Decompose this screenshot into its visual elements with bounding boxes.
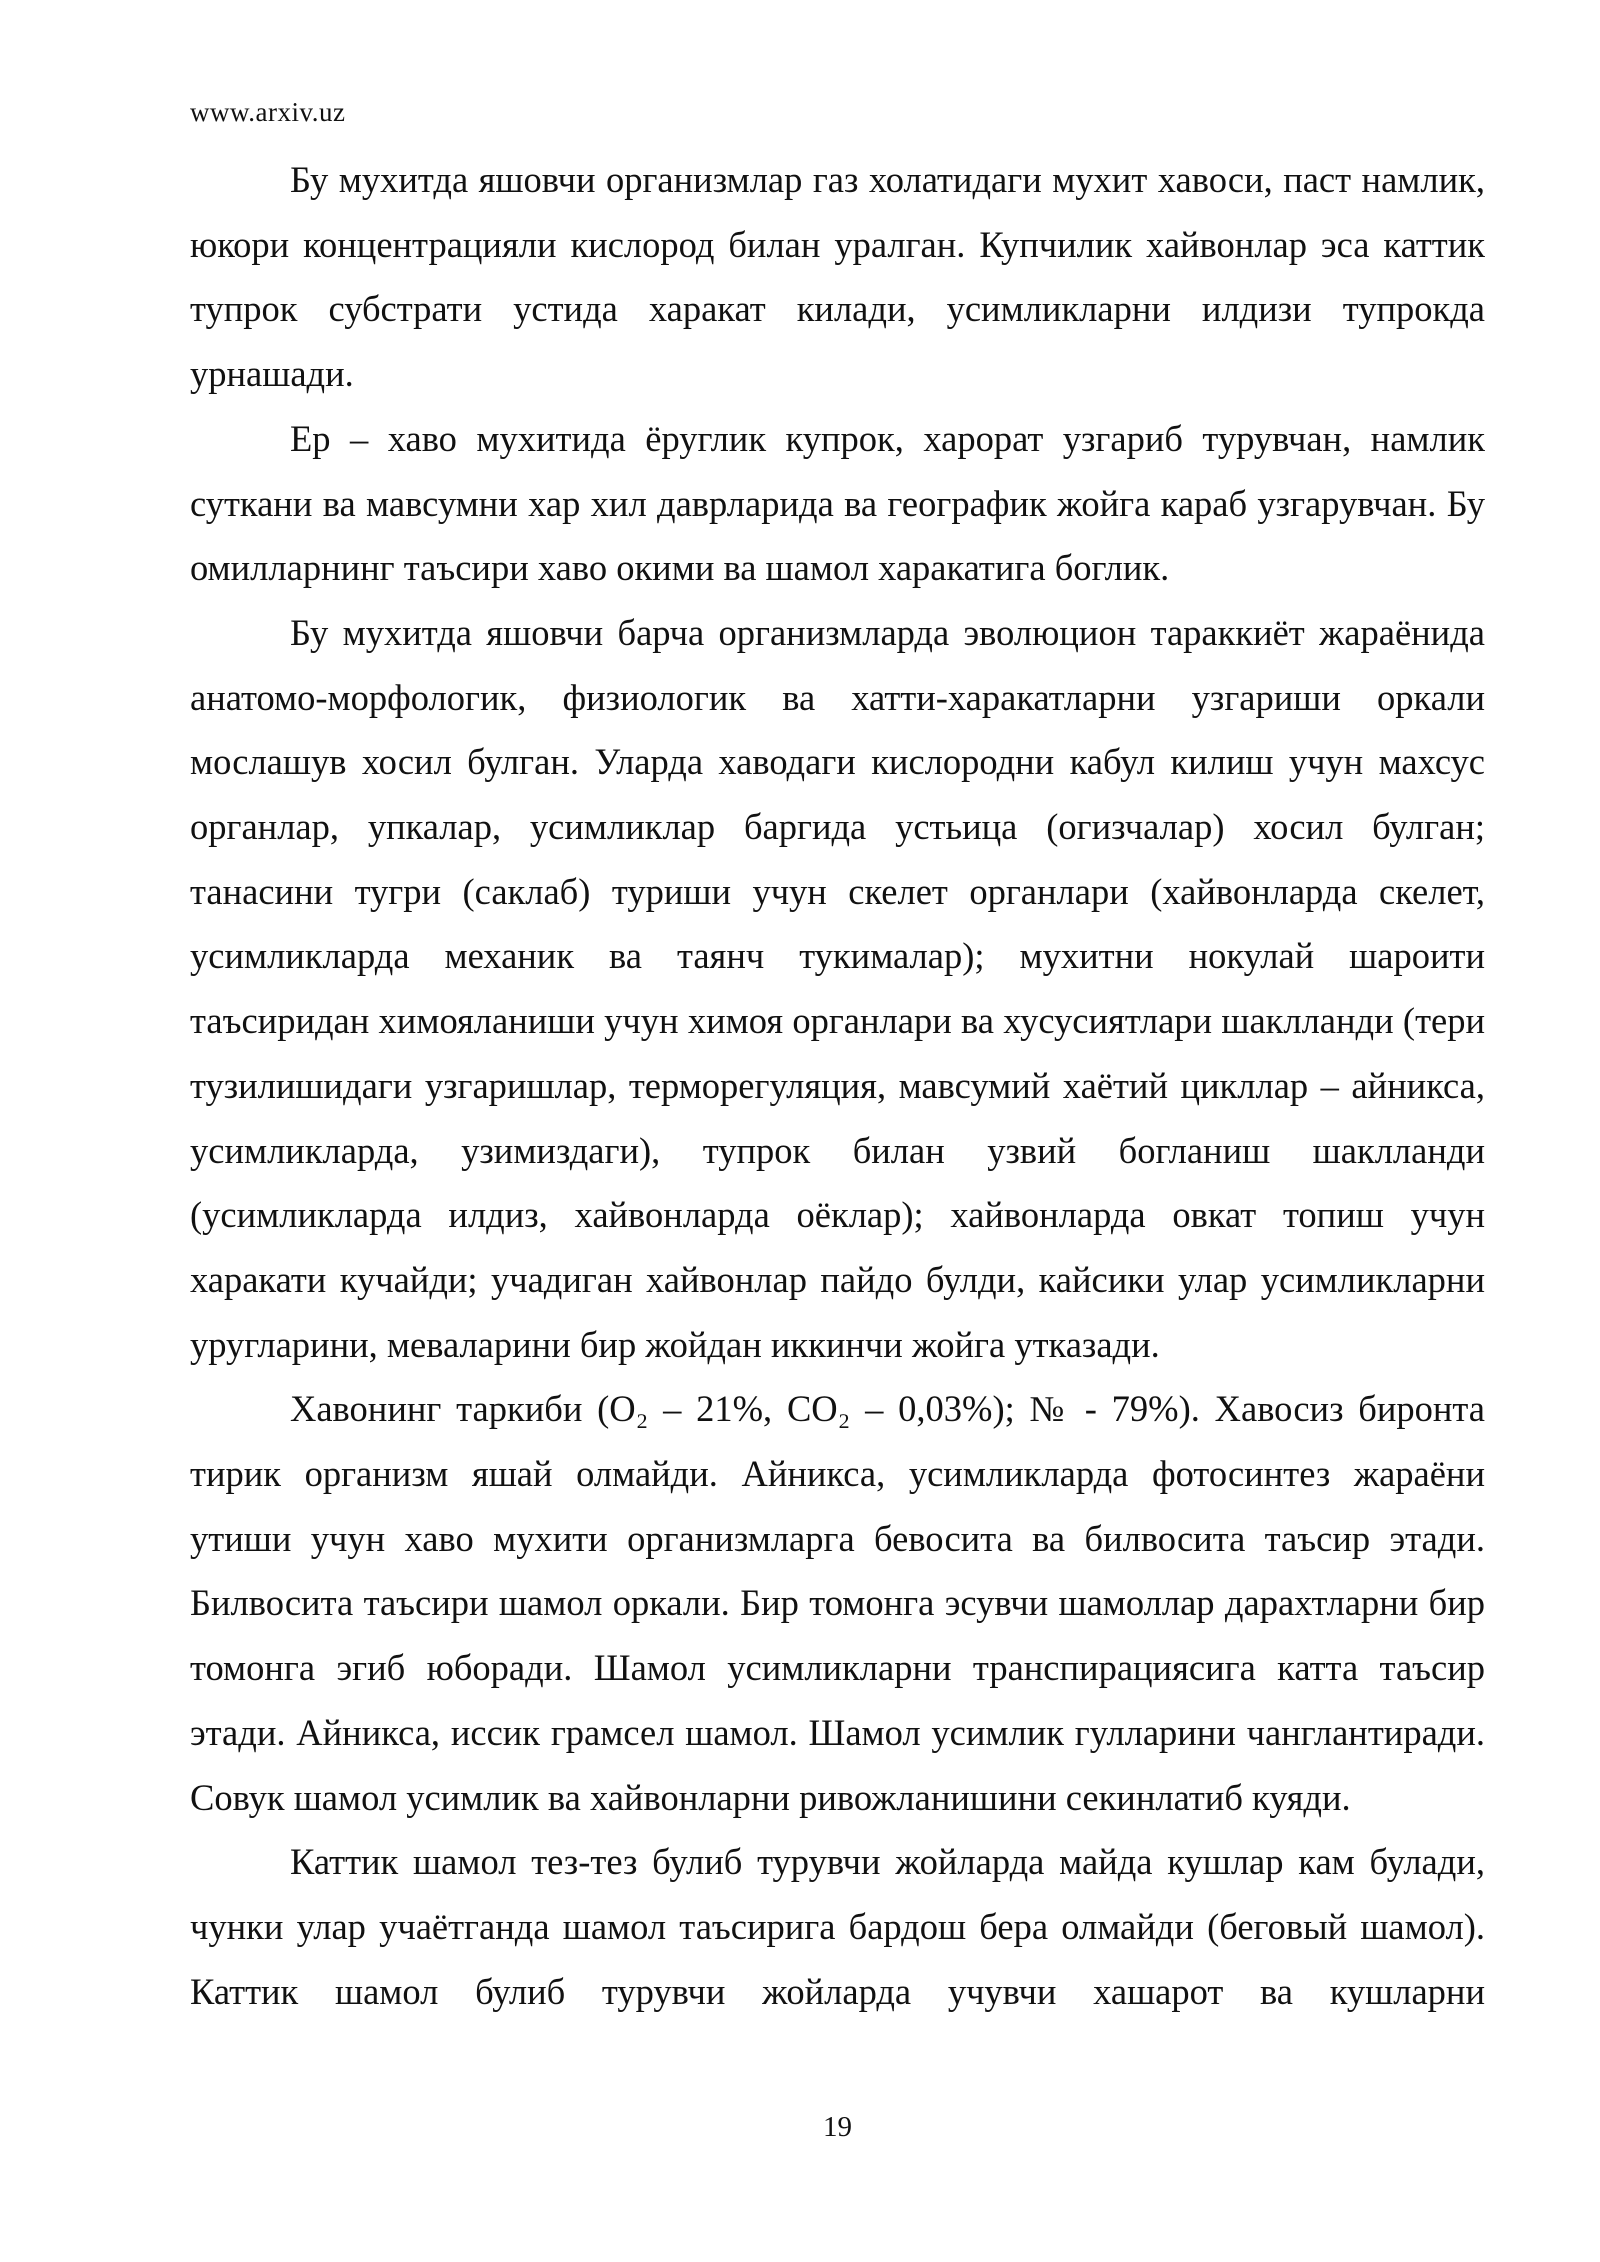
document-body [190, 148, 1485, 2024]
paragraph: Каттик шамол тез-тез булиб турувчи жойларда майда кушлар кам булади, чунки улар учаётганда шамол таъсирига бардош бера олмайди (беговый шамол). Каттик шамол булиб турувчи жойларда учувчи хашарот ва кушларни [190, 1841, 1485, 2012]
paragraph: Ер – хаво мухитида ёруглик купрок, харорат узгариб турувчан, намлик суткани ва мавсумни хар хил даврларида ва географик жойга караб узгарувчан. Бу омилларнинг таъсири хаво окими ва шамол харакатига боглик. [190, 417, 1485, 589]
page-number: 19 [823, 2111, 852, 2143]
paragraph: Хавонинг таркиби (О₂ – 21%, СО₂ – 0,03%); № - 79%). Хавосиз биронта тирик организм яшай олмайди. Айникса, усимликларда фотосинтез жараёни утиши учун хаво мухити организмларга бевосита ва билвосита таъсир этади. Билвосита таъсири шамол оркали. Бир томонга эсувчи шамоллар дарахтларни бир томонга эгиб юборади. Шамол усимликларни транспирациясига катта таъсир этади. Айникса, иссик грамсел шамол. Шамол усимлик гулларини чанглантиради. Совук шамол усимлик ва хайвонларни ривожланишини секинлатиб куяди. [190, 1388, 1485, 1818]
site-header: www.arxiv.uz [190, 97, 346, 127]
paragraph: Бу мухитда яшовчи организмлар газ холатидаги мухит хавоси, паст намлик, юкори концентрацияли кислород билан уралган. Купчилик хайвонлар эса каттик тупрок субстрати устида харакат килади, усимликларни илдизи тупрокда урнашади. [190, 159, 1485, 395]
paragraph: Бу мухитда яшовчи барча организмларда эволюцион тараккиёт жараёнида анатомо-морфологик, физиологик ва хатти-харакатларни узгариши оркали мослашув хосил булган. Уларда хаводаги кислородни кабул килиш учун махсус органлар, упкалар, усимликлар баргида устьица (огизчалар) хосил булган; танасини тугри (саклаб) туриши учун скелет органлари (хайвонларда скелет, усимликларда механик ва таянч тукималар); мухитни нокулай шароити таъсиридан химояланиши учун химоя органлари ва хусусиятлари шаклланди (тери тузилишидаги узгаришлар, терморегуляция, мавсумий хаётий цикллар – айникса, усимликларда, узимиздаги), тупрок билан узвий богланиш шаклланди (усимликларда илдиз, хайвонларда оёклар); хайвонларда овкат топиш учун харакати кучайди; учадиган хайвонлар пайдо булди, кайсики улар усимликларни уругларини, меваларини бир жойдан иккинчи жойга утказади. [190, 611, 1485, 1365]
